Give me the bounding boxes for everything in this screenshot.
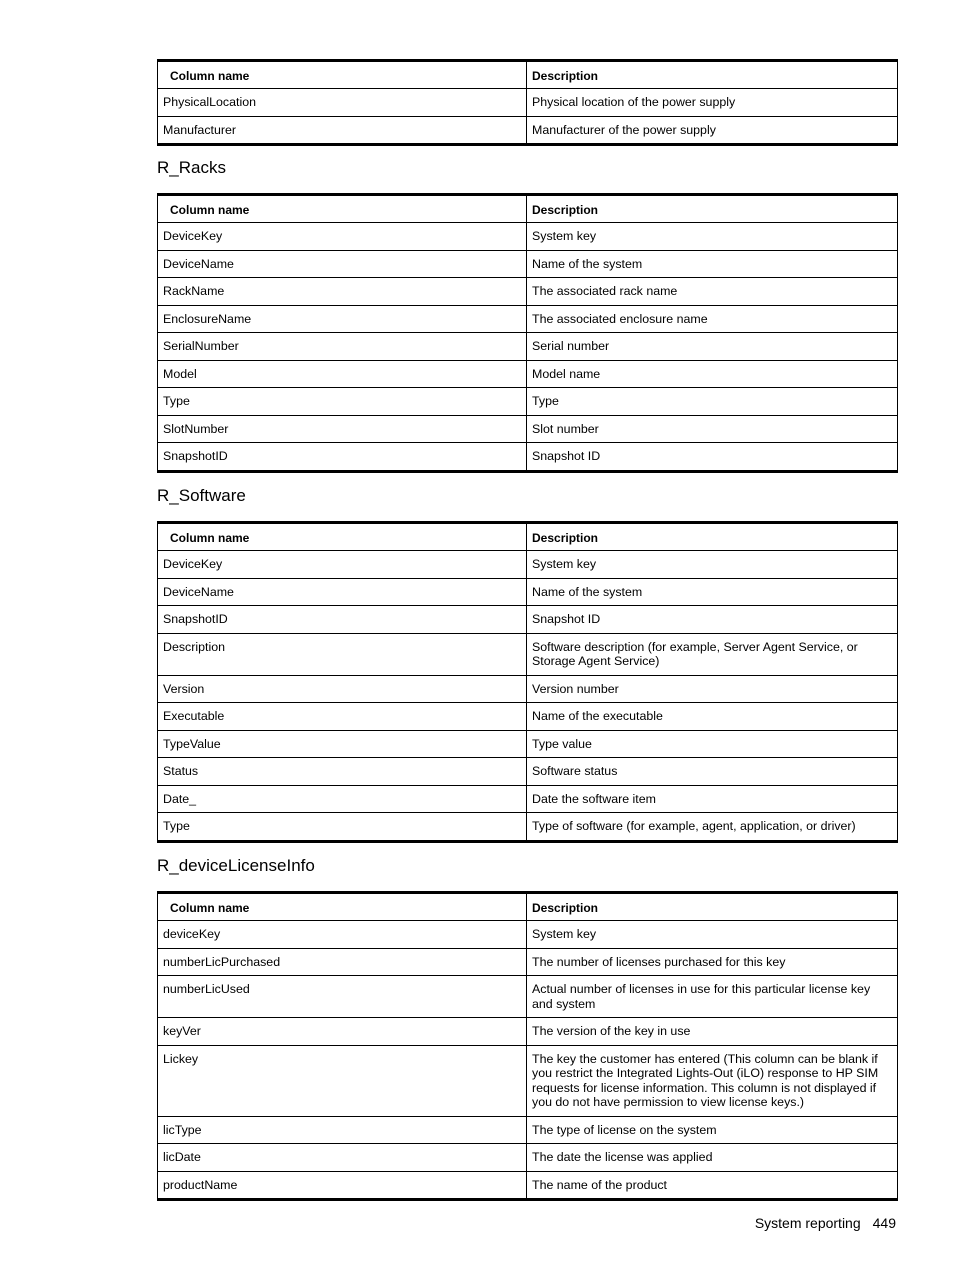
section-title-r-racks: R_Racks (157, 158, 226, 177)
column-name-cell: keyVer (158, 1018, 527, 1046)
description-cell: System key (527, 551, 898, 579)
description-header: Description (527, 61, 898, 89)
page-number: 449 (872, 1215, 896, 1231)
description-header: Description (527, 195, 898, 223)
column-name-cell: PhysicalLocation (158, 89, 527, 117)
column-name-cell: TypeValue (158, 730, 527, 758)
description-cell: Type (527, 388, 898, 416)
column-name-cell: SerialNumber (158, 333, 527, 361)
description-cell: Name of the executable (527, 703, 898, 731)
description-cell: The associated enclosure name (527, 305, 898, 333)
table-row (158, 758, 898, 786)
column-name-cell: Date_ (158, 785, 527, 813)
table-row (158, 305, 898, 333)
table-row (158, 360, 898, 388)
description-cell: The number of licenses purchased for this key (527, 948, 898, 976)
table-row (158, 948, 898, 976)
column-name-cell: Model (158, 360, 527, 388)
table-row (158, 813, 898, 842)
table-row (158, 578, 898, 606)
column-name-cell: DeviceName (158, 578, 527, 606)
description-cell: Version number (527, 675, 898, 703)
description-cell: Name of the system (527, 578, 898, 606)
table-row (158, 443, 898, 472)
page-footer (755, 1215, 896, 1231)
column-name-cell: Description (158, 633, 527, 675)
table-row (158, 116, 898, 145)
footer-section-label: System reporting (754, 1215, 861, 1231)
column-name-header: Column name (158, 523, 527, 551)
column-name-cell: productName (158, 1171, 527, 1200)
description-header: Description (527, 893, 898, 921)
column-name-cell: Status (158, 758, 527, 786)
column-name-cell: DeviceName (158, 250, 527, 278)
table-row (158, 633, 898, 675)
description-cell: Snapshot ID (527, 606, 898, 634)
table-row (158, 1171, 898, 1200)
column-name-cell: EnclosureName (158, 305, 527, 333)
column-name-header: Column name (158, 893, 527, 921)
description-cell: Date the software item (527, 785, 898, 813)
column-name-cell: deviceKey (158, 921, 527, 949)
description-cell: Name of the system (527, 250, 898, 278)
table-row (158, 415, 898, 443)
description-cell: The name of the product (527, 1171, 898, 1200)
table-row (158, 388, 898, 416)
description-cell: The key the customer has entered (This column can be blank if you restrict the Integrated Lights-Out (iLO) response to HP SIM requests for license information. This column is not displayed if you do not have permission to view license keys.) (527, 1045, 898, 1116)
description-cell: The version of the key in use (527, 1018, 898, 1046)
table-header-row (158, 523, 898, 551)
description-cell: System key (527, 223, 898, 251)
column-name-header: Column name (158, 61, 527, 89)
description-cell: Type value (527, 730, 898, 758)
r-software-table (157, 521, 898, 843)
column-name-cell: SnapshotID (158, 606, 527, 634)
column-name-cell: licDate (158, 1144, 527, 1172)
section-title-r-devicelicenseinfo: R_deviceLicenseInfo (157, 856, 315, 875)
description-cell: Software status (527, 758, 898, 786)
description-cell: Snapshot ID (527, 443, 898, 472)
table-row (158, 89, 898, 117)
column-name-cell: SlotNumber (158, 415, 527, 443)
description-cell: System key (527, 921, 898, 949)
table-row (158, 730, 898, 758)
column-name-cell: Manufacturer (158, 116, 527, 145)
column-name-cell: SnapshotID (158, 443, 527, 472)
table-row (158, 333, 898, 361)
column-name-cell: numberLicPurchased (158, 948, 527, 976)
column-name-cell: Lickey (158, 1045, 527, 1116)
table-header-row (158, 195, 898, 223)
description-cell: The type of license on the system (527, 1116, 898, 1144)
description-cell: Physical location of the power supply (527, 89, 898, 117)
table-row (158, 606, 898, 634)
table-row (158, 785, 898, 813)
description-cell: Model name (527, 360, 898, 388)
column-name-cell: RackName (158, 278, 527, 306)
table-header-row (158, 61, 898, 89)
table-row (158, 1045, 898, 1116)
column-name-cell: Executable (158, 703, 527, 731)
column-name-cell: numberLicUsed (158, 976, 527, 1018)
table-row (158, 703, 898, 731)
table-row (158, 250, 898, 278)
table-row (158, 278, 898, 306)
column-name-header: Column name (158, 195, 527, 223)
column-name-cell: Type (158, 388, 527, 416)
table-row (158, 1018, 898, 1046)
column-name-cell: Type (158, 813, 527, 842)
column-name-cell: DeviceKey (158, 223, 527, 251)
description-cell: Slot number (527, 415, 898, 443)
r-devicelicenseinfo-table (157, 891, 898, 1201)
table-header-row (158, 893, 898, 921)
description-cell: Actual number of licenses in use for this particular license key and system (527, 976, 898, 1018)
description-cell: Software description (for example, Server Agent Service, or Storage Agent Service) (527, 633, 898, 675)
table-row (158, 675, 898, 703)
table-row (158, 551, 898, 579)
table-row (158, 1144, 898, 1172)
description-cell: The associated rack name (527, 278, 898, 306)
column-name-cell: DeviceKey (158, 551, 527, 579)
column-name-cell: Version (158, 675, 527, 703)
description-header: Description (527, 523, 898, 551)
power-supply-table (157, 59, 898, 146)
table-row (158, 1116, 898, 1144)
description-cell: Type of software (for example, agent, application, or driver) (527, 813, 898, 842)
description-cell: The date the license was applied (527, 1144, 898, 1172)
table-row (158, 921, 898, 949)
column-name-cell: licType (158, 1116, 527, 1144)
description-cell: Manufacturer of the power supply (527, 116, 898, 145)
r-racks-table (157, 193, 898, 473)
table-row (158, 976, 898, 1018)
section-title-r-software: R_Software (157, 486, 246, 505)
table-row (158, 223, 898, 251)
description-cell: Serial number (527, 333, 898, 361)
